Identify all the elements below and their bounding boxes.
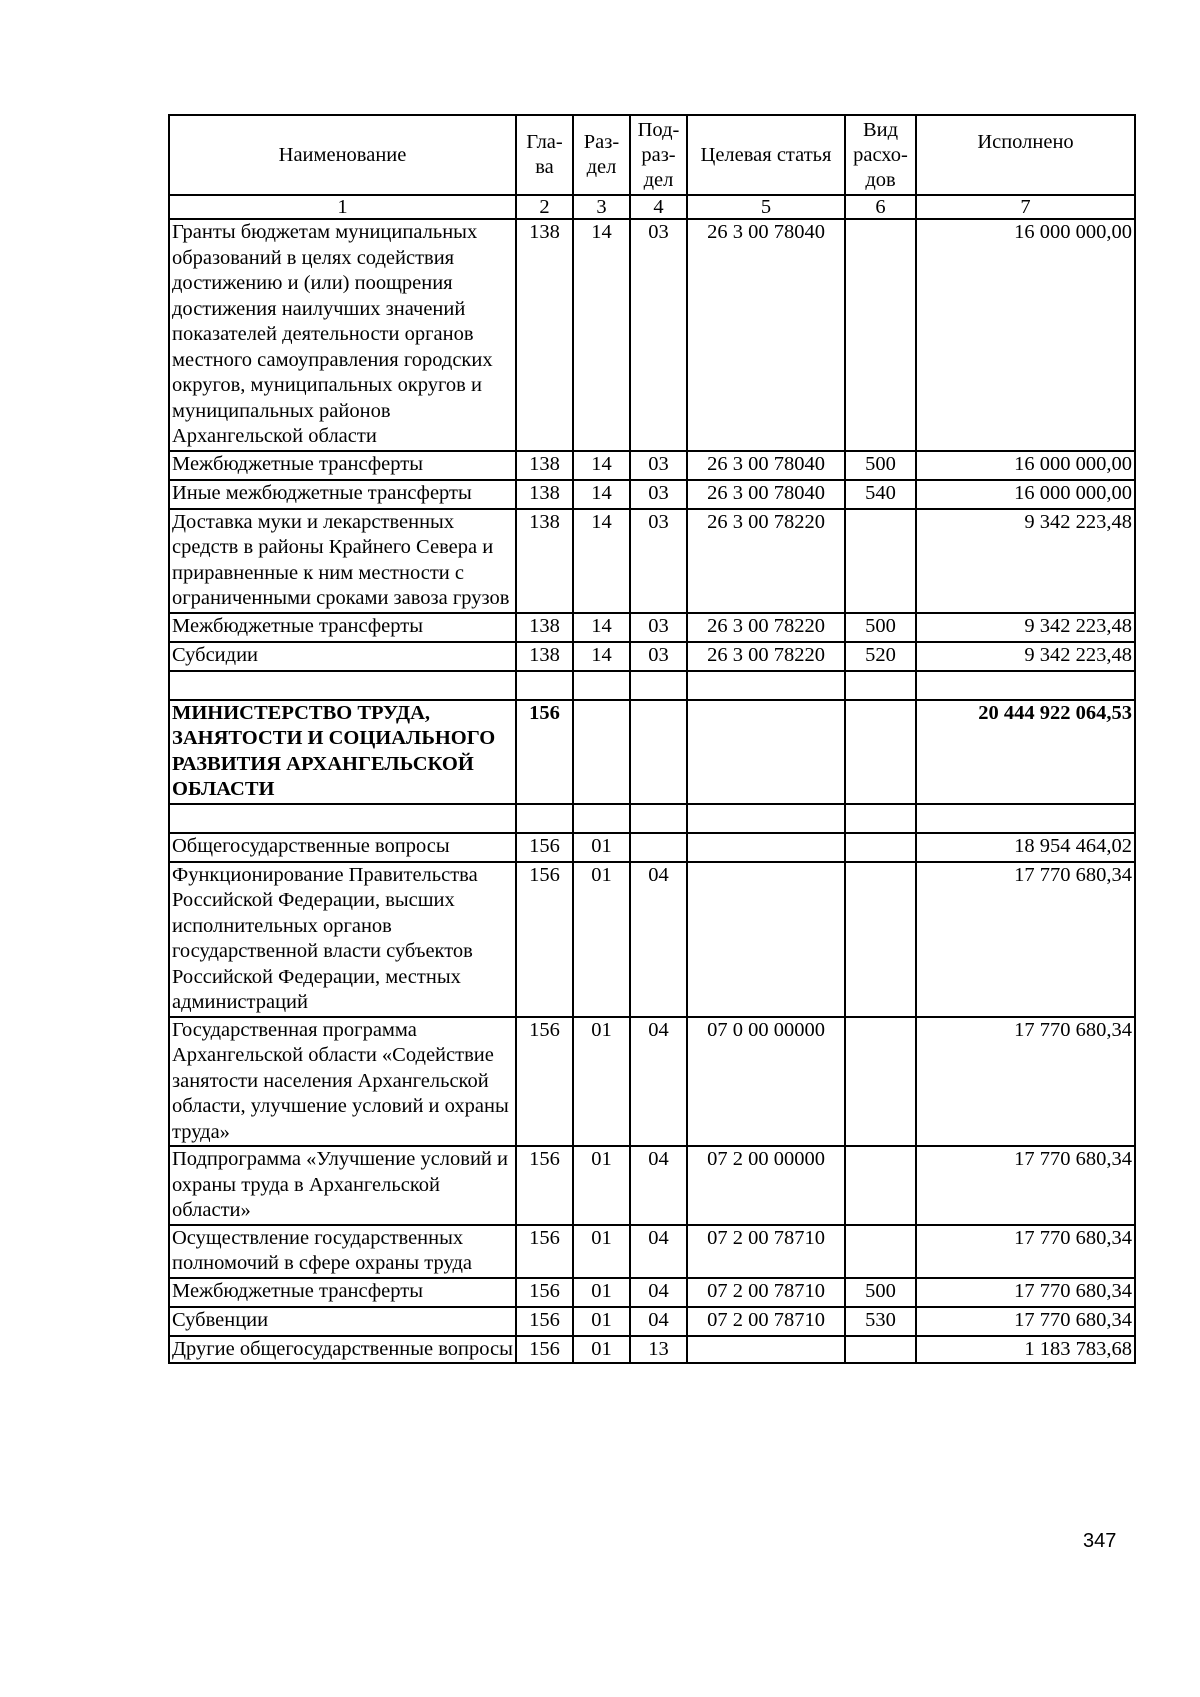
table-row	[169, 509, 1135, 613]
row-amount: 17 770 680,34	[916, 1017, 1135, 1147]
table-row	[169, 642, 1135, 671]
row-podrazdel: 03	[630, 219, 687, 451]
table-row-ministry	[169, 700, 1135, 804]
table-row	[169, 862, 1135, 1017]
row-vid	[845, 862, 916, 1017]
row-vid: 520	[845, 642, 916, 671]
row-razdel: 01	[573, 1225, 630, 1278]
row-vid	[845, 1225, 916, 1278]
table-header-row	[169, 115, 1135, 195]
row-name: Подпрограмма «Улучшение условий и охраны труда в Архангельской области»	[169, 1146, 516, 1225]
row-celevaya: 07 2 00 00000	[687, 1146, 845, 1225]
row-podrazdel	[630, 700, 687, 804]
row-podrazdel: 03	[630, 480, 687, 509]
row-glava	[516, 671, 573, 700]
spacer-row	[169, 671, 1135, 700]
header-razdel: Раз- дел	[573, 115, 630, 195]
row-amount: 18 954 464,02	[916, 833, 1135, 862]
row-podrazdel	[630, 671, 687, 700]
row-amount	[916, 671, 1135, 700]
row-name: Иные межбюджетные трансферты	[169, 480, 516, 509]
row-podrazdel: 03	[630, 451, 687, 480]
row-vid	[845, 804, 916, 833]
row-podrazdel: 04	[630, 1225, 687, 1278]
row-razdel: 14	[573, 613, 630, 642]
row-podrazdel: 03	[630, 613, 687, 642]
row-name: Осуществление государственных полномочий в сфере охраны труда	[169, 1225, 516, 1278]
row-razdel	[573, 671, 630, 700]
header-glava: Гла- ва	[516, 115, 573, 195]
row-celevaya	[687, 804, 845, 833]
row-razdel: 14	[573, 642, 630, 671]
row-podrazdel	[630, 804, 687, 833]
table-row	[169, 613, 1135, 642]
row-celevaya	[687, 1336, 845, 1364]
column-number: 4	[630, 195, 687, 219]
column-number: 3	[573, 195, 630, 219]
row-celevaya: 07 2 00 78710	[687, 1225, 845, 1278]
row-celevaya: 26 3 00 78040	[687, 451, 845, 480]
row-razdel	[573, 700, 630, 804]
row-podrazdel: 13	[630, 1336, 687, 1364]
row-name: Другие общегосударственные вопросы	[169, 1336, 516, 1364]
row-amount: 17 770 680,34	[916, 1278, 1135, 1307]
column-number: 6	[845, 195, 916, 219]
row-razdel: 01	[573, 1307, 630, 1336]
header-name: Наименование	[169, 115, 516, 195]
row-podrazdel: 04	[630, 1278, 687, 1307]
row-amount: 17 770 680,34	[916, 862, 1135, 1017]
row-amount: 20 444 922 064,53	[916, 700, 1135, 804]
row-glava: 156	[516, 862, 573, 1017]
table-row	[169, 480, 1135, 509]
row-razdel: 14	[573, 509, 630, 613]
row-amount: 1 183 783,68	[916, 1336, 1135, 1364]
row-name: Функционирование Правительства Российской Федерации, высших исполнительных органов государственной власти субъектов Российской Федерации, местных администраций	[169, 862, 516, 1017]
row-name: Межбюджетные трансферты	[169, 1278, 516, 1307]
row-glava: 156	[516, 1307, 573, 1336]
row-amount: 9 342 223,48	[916, 613, 1135, 642]
column-number: 1	[169, 195, 516, 219]
row-amount: 16 000 000,00	[916, 451, 1135, 480]
row-name: Субвенции	[169, 1307, 516, 1336]
row-razdel: 01	[573, 833, 630, 862]
table-row	[169, 1146, 1135, 1225]
row-vid	[845, 1146, 916, 1225]
row-glava: 156	[516, 1017, 573, 1147]
column-number: 5	[687, 195, 845, 219]
row-razdel: 14	[573, 480, 630, 509]
row-celevaya: 07 2 00 78710	[687, 1278, 845, 1307]
row-razdel: 01	[573, 862, 630, 1017]
row-glava: 138	[516, 642, 573, 671]
row-amount	[916, 804, 1135, 833]
table-row	[169, 219, 1135, 451]
row-glava: 156	[516, 833, 573, 862]
row-vid	[845, 671, 916, 700]
table-row	[169, 1336, 1135, 1364]
row-vid	[845, 509, 916, 613]
row-razdel: 14	[573, 219, 630, 451]
header-celevaya: Целевая статья	[687, 115, 845, 195]
row-celevaya: 07 0 00 00000	[687, 1017, 845, 1147]
row-name: Государственная программа Архангельской области «Содействие занятости населения Архангельской области, улучшение условий и охраны труда»	[169, 1017, 516, 1147]
row-vid: 500	[845, 613, 916, 642]
row-name: Гранты бюджетам муниципальных образований в целях содействия достижению и (или) поощрения достижения наилучших значений показателей деятельности органов местного самоуправления городских округов, муниципальных округов и муниципальных районов Архангельской области	[169, 219, 516, 451]
row-glava: 156	[516, 700, 573, 804]
row-amount: 9 342 223,48	[916, 642, 1135, 671]
row-razdel	[573, 804, 630, 833]
row-glava: 156	[516, 1336, 573, 1364]
column-number: 2	[516, 195, 573, 219]
row-vid	[845, 700, 916, 804]
row-podrazdel: 03	[630, 509, 687, 613]
row-celevaya	[687, 700, 845, 804]
row-name	[169, 671, 516, 700]
row-glava: 138	[516, 480, 573, 509]
row-glava: 156	[516, 1225, 573, 1278]
row-razdel: 14	[573, 451, 630, 480]
row-celevaya	[687, 833, 845, 862]
row-celevaya	[687, 671, 845, 700]
header-podrazdel: Под- раз- дел	[630, 115, 687, 195]
row-vid	[845, 219, 916, 451]
row-vid: 500	[845, 451, 916, 480]
row-glava: 138	[516, 451, 573, 480]
row-glava: 138	[516, 613, 573, 642]
row-glava	[516, 804, 573, 833]
column-number-row	[169, 195, 1135, 219]
table-row	[169, 833, 1135, 862]
table-row	[169, 1278, 1135, 1307]
row-amount: 17 770 680,34	[916, 1307, 1135, 1336]
row-vid	[845, 833, 916, 862]
header-vid: Вид расхо- дов	[845, 115, 916, 195]
row-amount: 9 342 223,48	[916, 509, 1135, 613]
row-celevaya: 26 3 00 78220	[687, 642, 845, 671]
row-podrazdel	[630, 833, 687, 862]
row-glava: 138	[516, 219, 573, 451]
table-row	[169, 1307, 1135, 1336]
header-ispolneno: Исполнено	[916, 115, 1135, 195]
row-amount: 16 000 000,00	[916, 480, 1135, 509]
row-celevaya: 26 3 00 78220	[687, 509, 845, 613]
row-celevaya: 26 3 00 78220	[687, 613, 845, 642]
row-glava: 138	[516, 509, 573, 613]
row-celevaya: 07 2 00 78710	[687, 1307, 845, 1336]
row-amount: 17 770 680,34	[916, 1225, 1135, 1278]
row-vid: 530	[845, 1307, 916, 1336]
row-podrazdel: 03	[630, 642, 687, 671]
page-number: 347	[1083, 1530, 1117, 1552]
table-row	[169, 1017, 1135, 1147]
row-razdel: 01	[573, 1146, 630, 1225]
row-celevaya: 26 3 00 78040	[687, 219, 845, 451]
row-razdel: 01	[573, 1017, 630, 1147]
column-number: 7	[916, 195, 1135, 219]
row-celevaya: 26 3 00 78040	[687, 480, 845, 509]
row-name: Общегосударственные вопросы	[169, 833, 516, 862]
row-razdel: 01	[573, 1336, 630, 1364]
row-vid: 500	[845, 1278, 916, 1307]
row-podrazdel: 04	[630, 1017, 687, 1147]
budget-table	[168, 114, 1136, 1364]
row-name: МИНИСТЕРСТВО ТРУДА, ЗАНЯТОСТИ И СОЦИАЛЬНОГО РАЗВИТИЯ АРХАНГЕЛЬСКОЙ ОБЛАСТИ	[169, 700, 516, 804]
row-podrazdel: 04	[630, 862, 687, 1017]
row-name	[169, 804, 516, 833]
spacer-row	[169, 804, 1135, 833]
row-name: Межбюджетные трансферты	[169, 613, 516, 642]
row-name: Межбюджетные трансферты	[169, 451, 516, 480]
row-glava: 156	[516, 1146, 573, 1225]
row-vid	[845, 1017, 916, 1147]
row-glava: 156	[516, 1278, 573, 1307]
row-vid	[845, 1336, 916, 1364]
row-podrazdel: 04	[630, 1146, 687, 1225]
row-name: Доставка муки и лекарственных средств в районы Крайнего Севера и приравненные к ним местности с ограниченными сроками завоза грузов	[169, 509, 516, 613]
row-name: Субсидии	[169, 642, 516, 671]
row-podrazdel: 04	[630, 1307, 687, 1336]
row-vid: 540	[845, 480, 916, 509]
row-celevaya	[687, 862, 845, 1017]
row-amount: 16 000 000,00	[916, 219, 1135, 451]
table-row	[169, 451, 1135, 480]
table-row	[169, 1225, 1135, 1278]
row-amount: 17 770 680,34	[916, 1146, 1135, 1225]
row-razdel: 01	[573, 1278, 630, 1307]
